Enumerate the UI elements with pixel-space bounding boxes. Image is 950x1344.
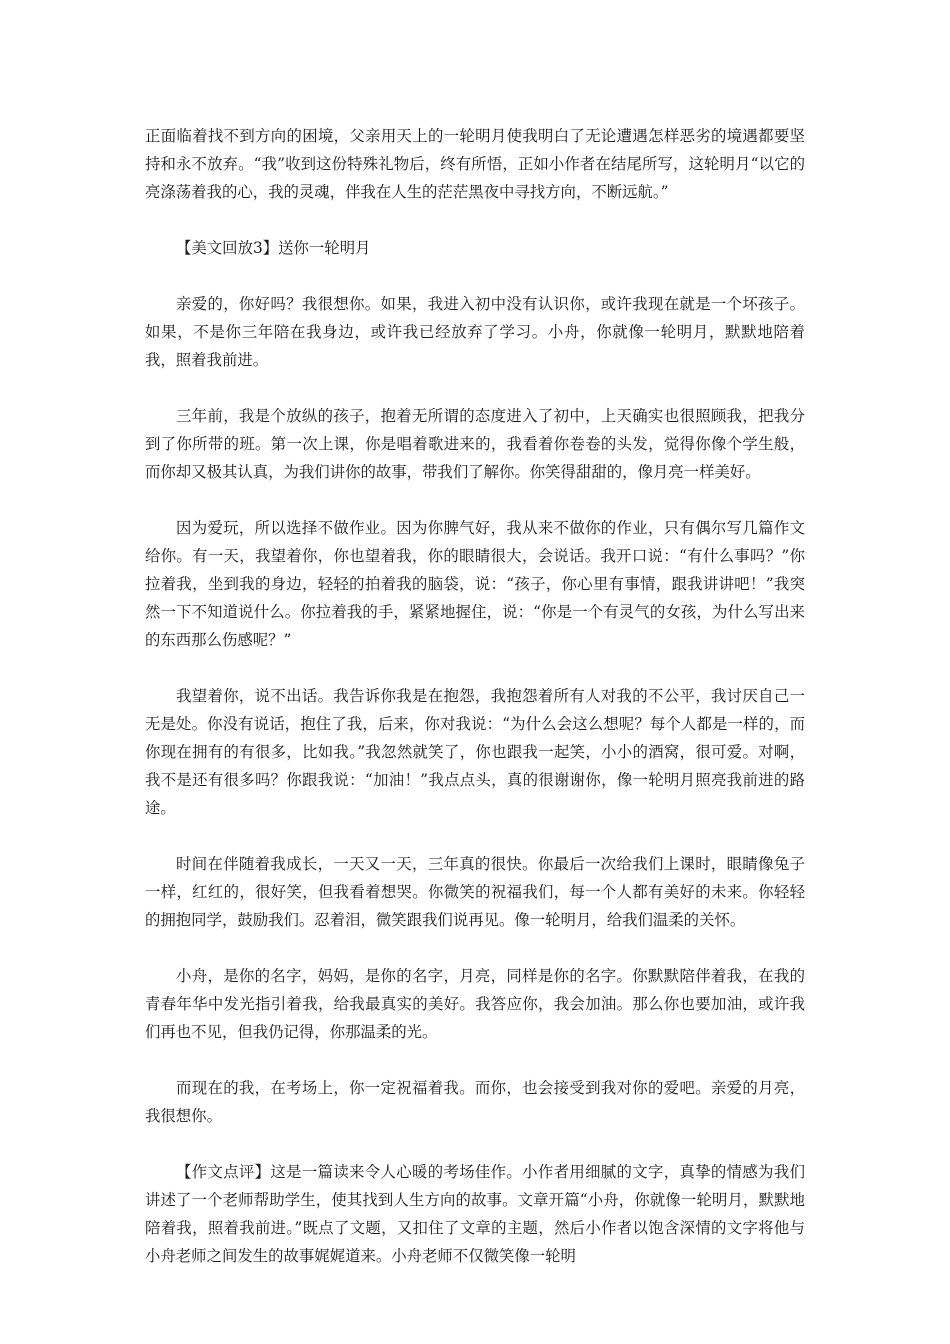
- document-body: [145, 122, 805, 1270]
- paragraph-essay-1: 亲爱的，你好吗？我很想你。如果，我进入初中没有认识你，或许我现在就是一个坏孩子。如果，不是你三年陪在我身边，或许我已经放弃了学习。小舟，你就像一轮明月，默默地陪着我，照着我前进。: [145, 295, 805, 369]
- section-heading-essay-3: 【美文回放3】送你一轮明月: [176, 239, 371, 257]
- paragraph-prev-commentary-end: 正面临着找不到方向的困境，父亲用天上的一轮明月使我明白了无论遭遇怎样恶劣的境遇都要坚持和永不放弃。“我”收到这份特殊礼物后，终有所悟，正如小作者在结尾所写，这轮明月“以它的亮涤荡着我的心，我的灵魂，伴我在人生的茫茫黑夜中寻找方向，不断远航。”: [145, 127, 805, 201]
- paragraph-essay-4: 我望着你，说不出话。我告诉你我是在抱怨，我抱怨着所有人对我的不公平，我讨厌自己一无是处。你没有说话，抱住了我，后来，你对我说：“为什么会这么想呢？每个人都是一样的，而你现在拥有的有很多，比如我。”我忽然就笑了，你也跟我一起笑，小小的酒窝，很可爱。对啊，我不是还有很多吗？你跟我说：“加油！”我点点头，真的很谢谢你，像一轮明月照亮我前进的路途。: [145, 687, 805, 817]
- paragraph-essay-5: 时间在伴随着我成长，一天又一天，三年真的很快。你最后一次给我们上课时，眼睛像兔子一样，红红的，很好笑，但我看着想哭。你微笑的祝福我们，每一个人都有美好的未来。你轻轻的拥抱同学，鼓励我们。忍着泪，微笑跟我们说再见。像一轮明月，给我们温柔的关怀。: [145, 855, 805, 929]
- paragraph-essay-2: 三年前，我是个放纵的孩子，抱着无所谓的态度进入了初中，上天确实也很照顾我，把我分到了你所带的班。第一次上课，你是唱着歌进来的，我看着你卷卷的头发，觉得你像个学生般，而你却又极其认真，为我们讲你的故事，带我们了解你。你笑得甜甜的，像月亮一样美好。: [145, 407, 805, 481]
- paragraph-essay-3: 因为爱玩，所以选择不做作业。因为你脾气好，我从来不做你的作业，只有偶尔写几篇作文给你。有一天，我望着你，你也望着我，你的眼睛很大，会说话。我开口说：“有什么事吗？”你拉着我，坐到我的身边，轻轻的拍着我的脑袋，说：“孩子，你心里有事情，跟我讲讲吧！”我突然一下不知道说什么。你拉着我的手，紧紧地握住，说：“你是一个有灵气的女孩，为什么写出来的东西那么伤感呢？”: [145, 519, 805, 649]
- paragraph-essay-7: 而现在的我，在考场上，你一定祝福着我。而你，也会接受到我对你的爱吧。亲爱的月亮，我很想你。: [145, 1079, 805, 1125]
- paragraph-commentary: 【作文点评】这是一篇读来令人心暖的考场佳作。小作者用细腻的文字，真挚的情感为我们讲述了一个老师帮助学生，使其找到人生方向的故事。文章开篇“小舟，你就像一轮明月，默默地陪着我，照着我前进。”既点了文题，又扣住了文章的主题，然后小作者以饱含深情的文字将他与小舟老师之间发生的故事娓娓道来。小舟老师不仅微笑像一轮明: [145, 1163, 805, 1265]
- paragraph-essay-6: 小舟，是你的名字，妈妈，是你的名字，月亮，同样是你的名字。你默默陪伴着我，在我的青春年华中发光指引着我，给我最真实的美好。我答应你，我会加油。那么你也要加油，或许我们再也不见，但我仍记得，你那温柔的光。: [145, 967, 805, 1041]
